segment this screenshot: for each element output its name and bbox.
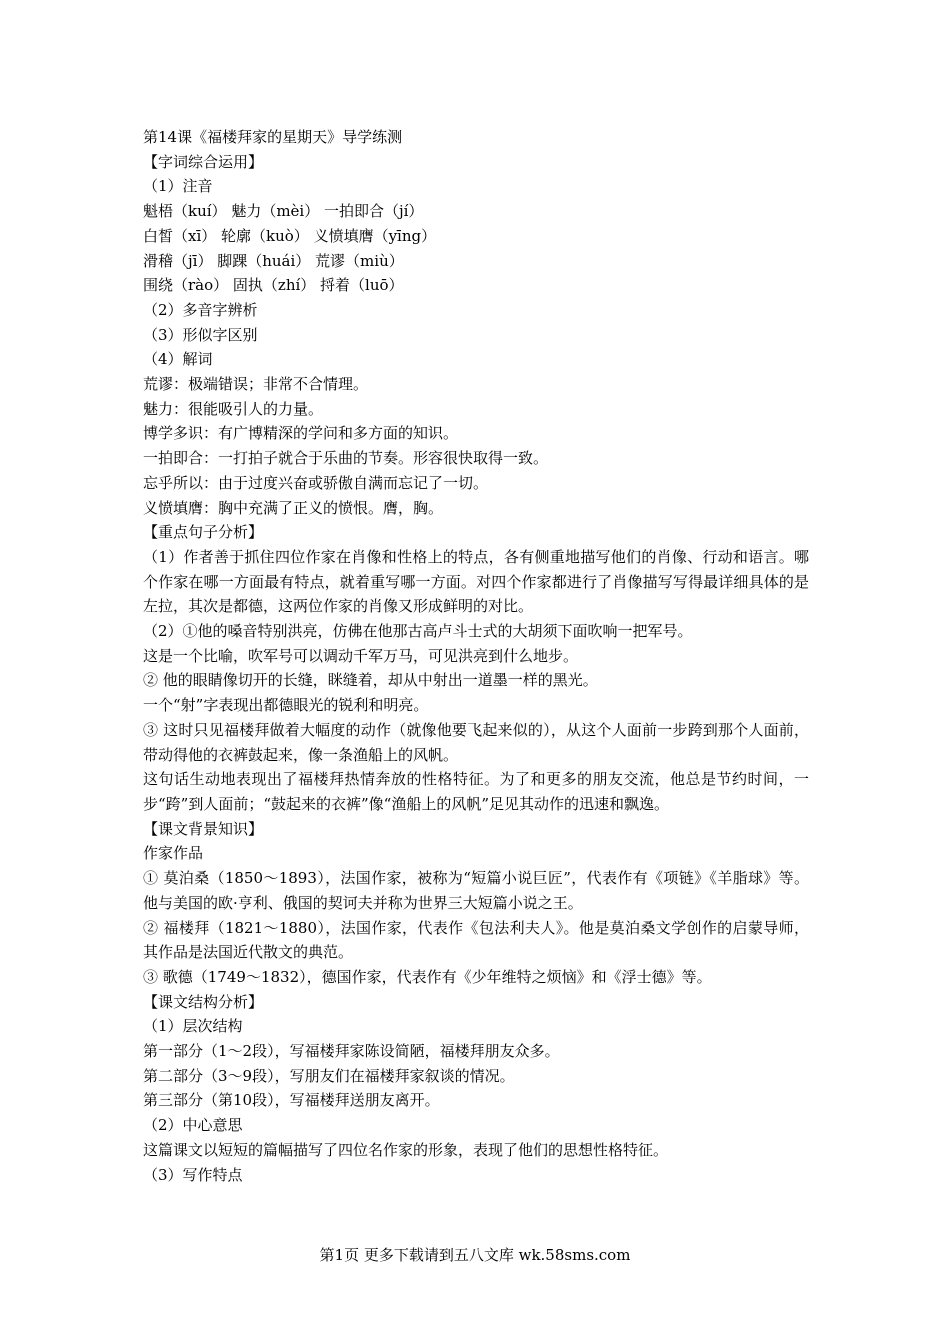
definition-item: 荒谬：极端错误；非常不合情理。 xyxy=(143,375,369,394)
document-title: 第14课《福楼拜家的星期天》导学练测 xyxy=(143,128,403,146)
author-paragraph: ① 莫泊桑（1850～1893），法国作家，被称为“短篇小说巨匠”，代表作有《项链》《羊脂球》等。他与美国的欧·亨利、俄国的契诃夫并称为世界三大短篇小说之王。 xyxy=(143,869,809,912)
definition-item: 博学多识：有广博精深的学问和多方面的知识。 xyxy=(143,424,459,443)
analysis-paragraph: 一个“射”字表现出都德眼光的锐利和明亮。 xyxy=(143,696,429,715)
analysis-paragraph: 这是一个比喻，吹军号可以调动千军万马，可见洪亮到什么地步。 xyxy=(143,646,579,665)
pinyin-row: 围绕（rào） 固执（zhí） 捋着（luō） xyxy=(143,276,404,295)
section-heading-vocabulary: 【字词综合运用】 xyxy=(143,152,264,171)
definition-item: 义愤填膺：胸中充满了正义的愤恨。膺，胸。 xyxy=(143,498,444,517)
definition-item: 魅力：很能吸引人的力量。 xyxy=(143,399,324,418)
central-idea-text: 这篇课文以短短的篇幅描写了四位名作家的形象，表现了他们的思想性格特征。 xyxy=(143,1140,669,1159)
subheading-similar-chars: （3）形似字区别 xyxy=(143,325,258,344)
pinyin-row: 魁梧（kuí） 魅力（mèi） 一拍即合（jí） xyxy=(143,202,424,221)
analysis-paragraph: ③ 这时只见福楼拜做着大幅度的动作（就像他要飞起来似的），从这个人面前一步跨到那个人面前，带动得他的衣裤鼓起来，像一条渔船上的风帆。 xyxy=(143,720,809,764)
structure-part: 第三部分（第10段），写福楼拜送朋友离开。 xyxy=(143,1091,440,1110)
definition-item: 一拍即合：一打拍子就合于乐曲的节奏。形容很快取得一致。 xyxy=(143,449,549,468)
section-heading-structure: 【课文结构分析】 xyxy=(143,992,264,1011)
analysis-paragraph: ② 他的眼睛像切开的长缝，眯缝着，却从中射出一道墨一样的黑光。 xyxy=(143,671,598,690)
subheading-polyphones: （2）多音字辨析 xyxy=(143,300,258,319)
document-body xyxy=(143,125,809,1187)
section-heading-background: 【课文背景知识】 xyxy=(143,819,264,838)
structure-part: 第二部分（3～9段），写朋友们在福楼拜家叙谈的情况。 xyxy=(143,1066,515,1085)
analysis-paragraph: （1）作者善于抓住四位作家在肖像和性格上的特点，各有侧重地描写他们的肖像、行动和语言。哪个作家在哪一方面最有特点，就着重写哪一方面。对四个作家都进行了肖像描写写得最详细具体的是左拉，其次是都德，这两位作家的肖像又形成鲜明的对比。 xyxy=(143,547,809,616)
subheading-writing-features: （3）写作特点 xyxy=(143,1165,243,1184)
section-heading-key-sentences: 【重点句子分析】 xyxy=(143,523,264,542)
page-footer: 第1页 更多下载请到五八文库 wk.58sms.com xyxy=(319,1246,631,1264)
pinyin-row: 滑稽（jī） 脚踝（huái） 荒谬（miù） xyxy=(143,251,404,270)
author-paragraph: ③ 歌德（1749～1832），德国作家，代表作有《少年维特之烦恼》和《浮士德》等。 xyxy=(143,967,712,986)
author-paragraph: ② 福楼拜（1821～1880），法国作家，代表作《包法利夫人》。他是莫泊桑文学创作的启蒙导师，其作品是法国近代散文的典范。 xyxy=(143,918,809,962)
subheading-authors-works: 作家作品 xyxy=(143,844,204,863)
subheading-central-idea: （2）中心意思 xyxy=(143,1116,243,1135)
structure-part: 第一部分（1～2段），写福楼拜家陈设简陋，福楼拜朋友众多。 xyxy=(143,1042,560,1061)
subheading-definitions: （4）解词 xyxy=(143,350,213,369)
pinyin-row: 白皙（xī） 轮廓（kuò） 义愤填膺（yīng） xyxy=(143,226,437,245)
subheading-layers: （1）层次结构 xyxy=(143,1017,243,1036)
analysis-paragraph: （2）①他的嗓音特别洪亮，仿佛在他那古高卢斗士式的大胡须下面吹响一把军号。 xyxy=(143,622,693,641)
analysis-paragraph: 这句话生动地表现出了福楼拜热情奔放的性格特征。为了和更多的朋友交流，他总是节约时间，一步“跨”到人面前；“鼓起来的衣裤”像“渔船上的风帆”足见其动作的迅速和飘逸。 xyxy=(143,770,809,813)
subheading-pinyin: （1）注音 xyxy=(143,177,213,196)
definition-item: 忘乎所以：由于过度兴奋或骄傲自满而忘记了一切。 xyxy=(143,473,489,492)
